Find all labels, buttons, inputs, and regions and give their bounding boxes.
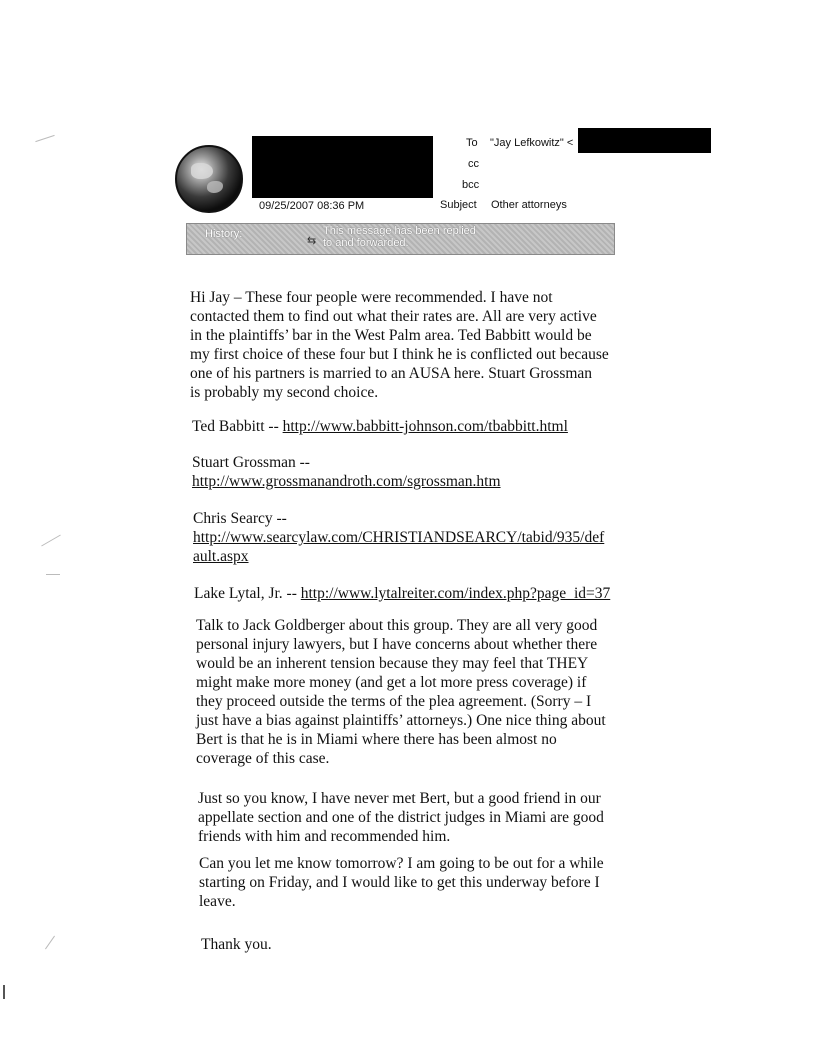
- intro-paragraph: Hi Jay – These four people were recommended. I have not contacted them to find out what their rates are. All are very active in the plaintiffs’ bar in the West Palm area. Ted Babbitt would be my first choice of these four but I think he is conflicted out because one of his partners is married to an AUSA here. Stuart Grossman is probably my second choice.: [190, 289, 609, 401]
- contact-lytal: [194, 584, 610, 603]
- contact-link-continued[interactable]: ault.aspx: [193, 548, 249, 565]
- history-label: History:: [205, 228, 243, 240]
- history-bar: [186, 223, 615, 255]
- redacted-email-block: [578, 128, 711, 153]
- concerns-paragraph: Talk to Jack Goldberger about this group. They are all very good personal injury lawyers, but I have concerns about whether there would be an inherent tension because they may feel that THEY might make more money (and get a lot more press coverage) if they proceed outside the terms of the plea agreement. (Sorry – I just have a bias against plaintiffs’ attorneys.) One nice thing about Bert is that he is in Miami where there has been almost no coverage of this case.: [196, 617, 606, 767]
- to-label: To: [466, 137, 478, 149]
- closing-line: Thank you.: [201, 936, 272, 953]
- globe-avatar-icon: [175, 145, 243, 213]
- reply-forward-icon: ⇆: [307, 235, 317, 247]
- contact-link[interactable]: http://www.searcylaw.com/CHRISTIANDSEARCY/tabid/935/def: [193, 529, 605, 546]
- scan-mark: [35, 135, 54, 142]
- contact-link[interactable]: http://www.lytalreiter.com/index.php?page_id=37: [300, 585, 611, 602]
- scan-mark: [41, 535, 61, 547]
- scan-mark: [46, 574, 60, 575]
- scan-mark: [45, 936, 55, 950]
- contact-searcy: [193, 509, 604, 566]
- contact-name: Lake Lytal, Jr. --: [194, 585, 297, 602]
- contact-link[interactable]: http://www.grossmanandroth.com/sgrossman.htm: [192, 473, 501, 490]
- contact-babbitt: [192, 417, 568, 436]
- contact-link[interactable]: http://www.babbitt-johnson.com/tbabbitt.html: [282, 418, 568, 435]
- to-value: "Jay Lefkowitz" <: [490, 137, 574, 149]
- subject-label: Subject: [440, 199, 477, 211]
- scan-mark: [3, 985, 5, 999]
- contact-name: Ted Babbitt --: [192, 418, 279, 435]
- sent-date: 09/25/2007 08:36 PM: [259, 200, 365, 212]
- contact-name: Chris Searcy --: [193, 510, 287, 527]
- history-message: This message has been replied to and forwarded.: [323, 225, 476, 249]
- request-paragraph: Can you let me know tomorrow? I am going to be out for a while starting on Friday, and I would like to get this underway before I leave.: [199, 855, 604, 910]
- cc-label: cc: [468, 158, 479, 170]
- redacted-sender-block: [252, 136, 433, 198]
- bcc-label: bcc: [462, 179, 480, 191]
- reference-paragraph: Just so you know, I have never met Bert, but a good friend in our appellate section and one of the district judges in Miami are good friends with him and recommended him.: [198, 790, 604, 845]
- subject-value: Other attorneys: [491, 199, 567, 211]
- contact-grossman: [192, 453, 501, 491]
- contact-name: Stuart Grossman --: [192, 454, 310, 471]
